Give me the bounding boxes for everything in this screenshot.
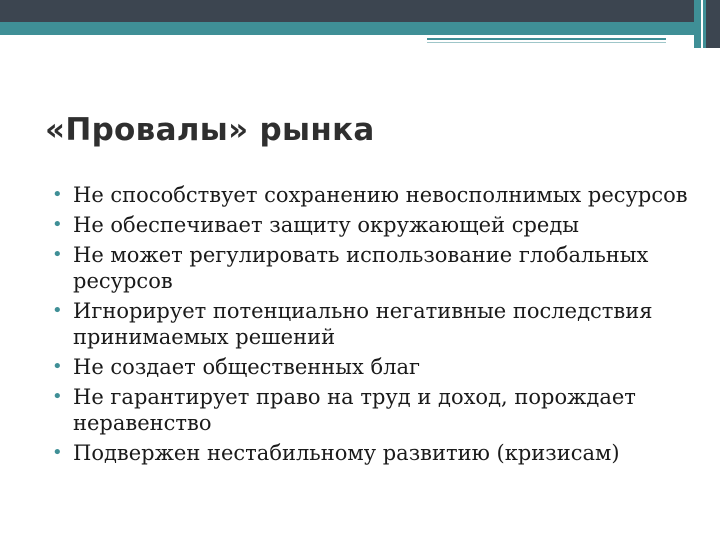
bullet-item [52, 182, 692, 208]
bullet-item [52, 242, 692, 294]
header-accent-line [0, 22, 694, 35]
bullet-text: Подвержен нестабильному развитию (кризисам) [73, 441, 620, 465]
bullet-text: Не способствует сохранению невосполнимых ресурсов [73, 183, 688, 207]
bullet-text: Не гарантирует право на труд и доход, порождает неравенство [73, 385, 636, 435]
bullet-icon: • [52, 184, 63, 205]
bullet-icon: • [52, 442, 63, 463]
bullet-icon: • [52, 356, 63, 377]
bullet-text: Игнорирует потенциально негативные последствия принимаемых решений [73, 299, 653, 349]
bullet-text: Не создает общественных благ [73, 355, 421, 379]
decorative-line-light [427, 42, 666, 43]
corner-stripe [701, 0, 703, 48]
slide-title: «Провалы» рынка [45, 112, 375, 148]
bullet-list [52, 182, 692, 470]
bullet-item [52, 212, 692, 238]
bullet-icon: • [52, 300, 63, 321]
bullet-icon: • [52, 244, 63, 265]
decorative-line [427, 38, 666, 40]
bullet-item [52, 354, 692, 380]
bullet-text: Не может регулировать использование глобальных ресурсов [73, 243, 649, 293]
bullet-item [52, 384, 692, 436]
header-band [0, 0, 720, 22]
bullet-text: Не обеспечивает защиту окружающей среды [73, 213, 579, 237]
bullet-icon: • [52, 386, 63, 407]
corner-inner-block [706, 0, 720, 48]
bullet-item [52, 440, 692, 466]
bullet-item [52, 298, 692, 350]
bullet-icon: • [52, 214, 63, 235]
